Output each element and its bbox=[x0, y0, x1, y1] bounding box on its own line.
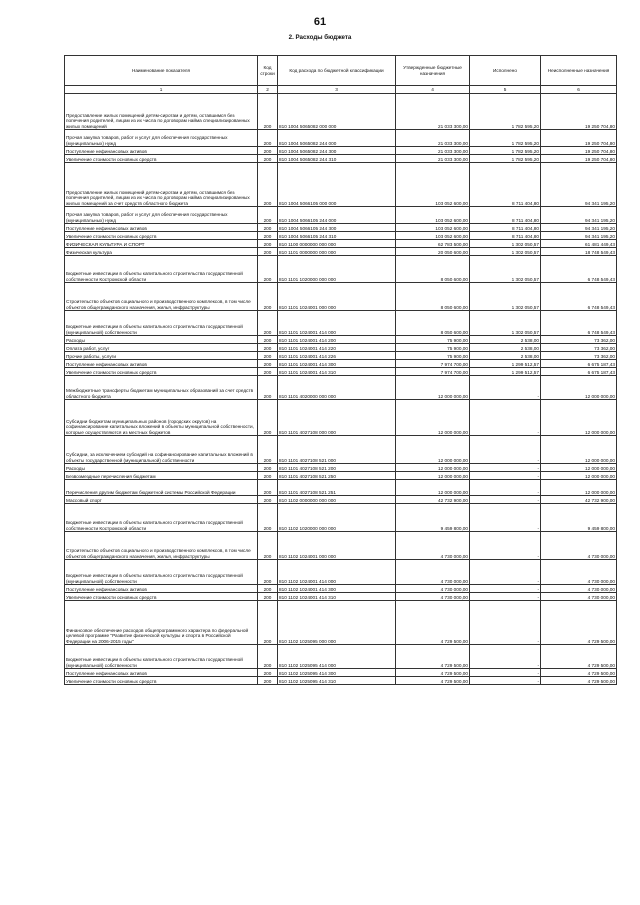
table-row bbox=[65, 336, 617, 344]
line-code-cell: 200 bbox=[258, 593, 278, 601]
executed-amount-cell: - bbox=[470, 464, 541, 472]
classification-code-cell: 810 1102 0000000 000 000 bbox=[278, 496, 396, 504]
classification-code-cell: 810 1102 1025095 414 300 bbox=[278, 669, 396, 677]
executed-amount-cell: - bbox=[470, 472, 541, 480]
line-code-cell: 200 bbox=[258, 224, 278, 232]
indicator-name-cell: Прочая закупка товаров, работ и услуг для обеспечения государственных (муниципальных) нужд bbox=[65, 207, 258, 224]
executed-amount-cell: 1 782 595,20 bbox=[470, 94, 541, 130]
indicator-name-cell: Увеличение стоимости основных средств bbox=[65, 593, 258, 601]
unexecuted-amount-cell: 19 250 704,80 bbox=[541, 94, 617, 130]
executed-amount-cell: - bbox=[470, 480, 541, 496]
line-code-cell: 200 bbox=[258, 464, 278, 472]
line-code-cell: 200 bbox=[258, 532, 278, 560]
approved-amount-cell: 42 732 900,00 bbox=[396, 496, 470, 504]
indicator-name-cell: Увеличение стоимости основных средств bbox=[65, 368, 258, 376]
indicator-name-cell: Физическая культура bbox=[65, 248, 258, 256]
executed-amount-cell: - bbox=[470, 585, 541, 593]
unexecuted-amount-cell: 94 341 195,20 bbox=[541, 163, 617, 207]
unexecuted-amount-cell: 4 730 000,00 bbox=[541, 585, 617, 593]
approved-amount-cell: 12 000 000,00 bbox=[396, 472, 470, 480]
executed-amount-cell: 2 538,00 bbox=[470, 336, 541, 344]
unexecuted-amount-cell: 12 000 000,00 bbox=[541, 376, 617, 400]
line-code-cell: 200 bbox=[258, 163, 278, 207]
unexecuted-amount-cell: 4 730 000,00 bbox=[541, 532, 617, 560]
approved-amount-cell: 75 900,00 bbox=[396, 352, 470, 360]
header-approved: Утвержденные бюджетные назначения bbox=[396, 56, 470, 86]
classification-code-cell: 810 1101 4027108 521 200 bbox=[278, 464, 396, 472]
table-row bbox=[65, 352, 617, 360]
line-code-cell: 200 bbox=[258, 360, 278, 368]
executed-amount-cell: 1 782 595,20 bbox=[470, 155, 541, 163]
unexecuted-amount-cell: 94 341 195,20 bbox=[541, 224, 617, 232]
classification-code-cell: 810 1004 5066105 244 000 bbox=[278, 207, 396, 224]
indicator-name-cell: Поступление нефинансовых активов bbox=[65, 147, 258, 155]
classification-code-cell: 810 1101 1024001 414 226 bbox=[278, 352, 396, 360]
table-row bbox=[65, 560, 617, 585]
classification-code-cell: 810 1101 4027108 521 250 bbox=[278, 472, 396, 480]
unexecuted-amount-cell: 4 729 500,00 bbox=[541, 645, 617, 669]
unexecuted-amount-cell: 12 000 000,00 bbox=[541, 436, 617, 464]
line-code-cell: 200 bbox=[258, 352, 278, 360]
approved-amount-cell: 4 730 000,00 bbox=[396, 585, 470, 593]
header-indicator-name: Наименование показателя bbox=[65, 56, 258, 86]
line-code-cell: 200 bbox=[258, 400, 278, 436]
executed-amount-cell: 1 299 512,57 bbox=[470, 368, 541, 376]
executed-amount-cell: 8 711 404,80 bbox=[470, 207, 541, 224]
table-row bbox=[65, 283, 617, 311]
indicator-name-cell: Массовый спорт bbox=[65, 496, 258, 504]
unexecuted-amount-cell: 12 000 000,00 bbox=[541, 464, 617, 472]
executed-amount-cell: - bbox=[470, 560, 541, 585]
table-row bbox=[65, 163, 617, 207]
table-row bbox=[65, 376, 617, 400]
unexecuted-amount-cell: 42 732 900,00 bbox=[541, 496, 617, 504]
line-code-cell: 200 bbox=[258, 376, 278, 400]
unexecuted-amount-cell: 6 748 549,43 bbox=[541, 256, 617, 283]
table-row bbox=[65, 360, 617, 368]
line-code-cell: 200 bbox=[258, 207, 278, 224]
header-unexecuted: Неисполненные назначения bbox=[541, 56, 617, 86]
unexecuted-amount-cell: 19 250 704,80 bbox=[541, 130, 617, 147]
executed-amount-cell: 2 538,00 bbox=[470, 352, 541, 360]
executed-amount-cell: 1 299 512,57 bbox=[470, 360, 541, 368]
table-row bbox=[65, 496, 617, 504]
classification-code-cell: 810 1102 1025095 414 000 bbox=[278, 645, 396, 669]
approved-amount-cell: 7 974 700,00 bbox=[396, 368, 470, 376]
table-row bbox=[65, 311, 617, 336]
section-title: 2. Расходы бюджета bbox=[288, 34, 352, 41]
line-code-cell: 200 bbox=[258, 472, 278, 480]
unexecuted-amount-cell: 73 362,00 bbox=[541, 352, 617, 360]
executed-amount-cell: 1 302 050,57 bbox=[470, 311, 541, 336]
table-row bbox=[65, 601, 617, 645]
indicator-name-cell: Увеличение стоимости основных средств bbox=[65, 155, 258, 163]
approved-amount-cell: 21 033 300,00 bbox=[396, 155, 470, 163]
table-row bbox=[65, 256, 617, 283]
unexecuted-amount-cell: 19 250 704,80 bbox=[541, 147, 617, 155]
indicator-name-cell: Прочая закупка товаров, работ и услуг для обеспечения государственных (муниципальных) нужд bbox=[65, 130, 258, 147]
table-row bbox=[65, 464, 617, 472]
unexecuted-amount-cell: 6 748 549,43 bbox=[541, 283, 617, 311]
indicator-name-cell: Межбюджетные трансферты бюджетам муниципальных образований за счет средств областного бюджета bbox=[65, 376, 258, 400]
classification-code-cell: 810 1004 5066105 244 300 bbox=[278, 224, 396, 232]
approved-amount-cell: 21 033 300,00 bbox=[396, 147, 470, 155]
classification-code-cell: 810 1101 4027108 521 000 bbox=[278, 436, 396, 464]
unexecuted-amount-cell: 4 730 000,00 bbox=[541, 560, 617, 585]
indicator-name-cell: Предоставление жилых помещений детям-сиротам и детям, оставшимся без попечения родителей, лицам из их числа по договорам найма специализированных жилых помещений bbox=[65, 94, 258, 130]
classification-code-cell: 810 1004 5065082 000 000 bbox=[278, 94, 396, 130]
executed-amount-cell: 8 711 404,80 bbox=[470, 163, 541, 207]
classification-code-cell: 810 1102 1024001 414 300 bbox=[278, 585, 396, 593]
executed-amount-cell: - bbox=[470, 532, 541, 560]
indicator-name-cell: Поступление нефинансовых активов bbox=[65, 585, 258, 593]
classification-code-cell: 810 1101 1024001 414 220 bbox=[278, 344, 396, 352]
unexecuted-amount-cell: 61 481 449,43 bbox=[541, 240, 617, 248]
indicator-name-cell: Безвозмездные перечисления бюджетам bbox=[65, 472, 258, 480]
line-code-cell: 200 bbox=[258, 645, 278, 669]
executed-amount-cell: - bbox=[470, 669, 541, 677]
table-row bbox=[65, 147, 617, 155]
header-executed: Исполнено bbox=[470, 56, 541, 86]
executed-amount-cell: 1 302 050,57 bbox=[470, 248, 541, 256]
classification-code-cell: 810 1102 1025095 000 000 bbox=[278, 601, 396, 645]
classification-code-cell: 810 1004 5065082 244 000 bbox=[278, 130, 396, 147]
approved-amount-cell: 4 729 500,00 bbox=[396, 601, 470, 645]
unexecuted-amount-cell: 73 362,00 bbox=[541, 336, 617, 344]
unexecuted-amount-cell: 4 729 500,00 bbox=[541, 677, 617, 685]
table-row bbox=[65, 130, 617, 147]
table-row bbox=[65, 677, 617, 685]
table-row bbox=[65, 155, 617, 163]
executed-amount-cell: 2 538,00 bbox=[470, 344, 541, 352]
executed-amount-cell: - bbox=[470, 645, 541, 669]
table-row bbox=[65, 436, 617, 464]
unexecuted-amount-cell: 6 748 549,43 bbox=[541, 311, 617, 336]
executed-amount-cell: 1 302 050,57 bbox=[470, 283, 541, 311]
table-header-row bbox=[65, 56, 617, 86]
line-code-cell: 200 bbox=[258, 496, 278, 504]
approved-amount-cell: 4 730 000,00 bbox=[396, 560, 470, 585]
approved-amount-cell: 8 050 600,00 bbox=[396, 311, 470, 336]
unexecuted-amount-cell: 9 459 800,00 bbox=[541, 504, 617, 532]
executed-amount-cell: - bbox=[470, 400, 541, 436]
header-classification-code: Код расхода по бюджетной классификации bbox=[278, 56, 396, 86]
unexecuted-amount-cell: 94 341 195,20 bbox=[541, 207, 617, 224]
line-code-cell: 200 bbox=[258, 336, 278, 344]
unexecuted-amount-cell: 6 675 187,43 bbox=[541, 368, 617, 376]
classification-code-cell: 810 1101 1024001 414 310 bbox=[278, 368, 396, 376]
executed-amount-cell: 1 782 595,20 bbox=[470, 147, 541, 155]
executed-amount-cell: - bbox=[470, 436, 541, 464]
line-code-cell: 200 bbox=[258, 248, 278, 256]
line-code-cell: 200 bbox=[258, 601, 278, 645]
approved-amount-cell: 75 900,00 bbox=[396, 344, 470, 352]
approved-amount-cell: 12 000 000,00 bbox=[396, 464, 470, 472]
indicator-name-cell: Субсидии бюджетам муниципальных районов (городских округов) на софинансирование капитальных вложений в объекты муниципальной собственности, которые осуществляются из местных бюджетов bbox=[65, 400, 258, 436]
table-row bbox=[65, 368, 617, 376]
approved-amount-cell: 4 729 500,00 bbox=[396, 669, 470, 677]
indicator-name-cell: Прочие работы, услуги bbox=[65, 352, 258, 360]
classification-code-cell: 810 1101 1020000 000 000 bbox=[278, 256, 396, 283]
unexecuted-amount-cell: 19 250 704,80 bbox=[541, 155, 617, 163]
budget-expenses-table bbox=[64, 55, 617, 685]
indicator-name-cell: Субсидии, за исключением субсидий на софинансирование капитальных вложений в объекты государственной (муниципальной) собственности bbox=[65, 436, 258, 464]
line-code-cell: 200 bbox=[258, 436, 278, 464]
column-number: 6 bbox=[541, 86, 617, 94]
table-body bbox=[65, 94, 617, 685]
indicator-name-cell: Расходы bbox=[65, 336, 258, 344]
executed-amount-cell: 8 711 404,80 bbox=[470, 224, 541, 232]
approved-amount-cell: 103 052 600,00 bbox=[396, 232, 470, 240]
line-code-cell: 200 bbox=[258, 283, 278, 311]
classification-code-cell: 810 1101 4020000 000 000 bbox=[278, 376, 396, 400]
table-row bbox=[65, 593, 617, 601]
table-row bbox=[65, 504, 617, 532]
executed-amount-cell: - bbox=[470, 601, 541, 645]
classification-code-cell: 810 1004 5065082 244 310 bbox=[278, 155, 396, 163]
table-row bbox=[65, 344, 617, 352]
line-code-cell: 200 bbox=[258, 344, 278, 352]
approved-amount-cell: 9 459 800,00 bbox=[396, 504, 470, 532]
executed-amount-cell: 1 302 050,57 bbox=[470, 240, 541, 248]
classification-code-cell: 810 1101 1024001 414 300 bbox=[278, 360, 396, 368]
indicator-name-cell: Бюджетные инвестиции в объекты капитального строительства государственной (муниципальной) собственности bbox=[65, 311, 258, 336]
approved-amount-cell: 8 050 600,00 bbox=[396, 256, 470, 283]
line-code-cell: 200 bbox=[258, 240, 278, 248]
approved-amount-cell: 103 052 600,00 bbox=[396, 224, 470, 232]
classification-code-cell: 810 1101 1024001 414 200 bbox=[278, 336, 396, 344]
unexecuted-amount-cell: 73 362,00 bbox=[541, 344, 617, 352]
indicator-name-cell: Увеличение стоимости основных средств bbox=[65, 232, 258, 240]
indicator-name-cell: Бюджетные инвестиции в объекты капитального строительства государственной (муниципальной) собственности bbox=[65, 560, 258, 585]
classification-code-cell: 810 1004 5065082 244 300 bbox=[278, 147, 396, 155]
line-code-cell: 200 bbox=[258, 232, 278, 240]
unexecuted-amount-cell: 12 000 000,00 bbox=[541, 400, 617, 436]
classification-code-cell: 810 1102 1024001 000 000 bbox=[278, 532, 396, 560]
line-code-cell: 200 bbox=[258, 480, 278, 496]
table-row bbox=[65, 645, 617, 669]
unexecuted-amount-cell: 94 341 195,20 bbox=[541, 232, 617, 240]
header-line-code: Код строки bbox=[258, 56, 278, 86]
executed-amount-cell: - bbox=[470, 376, 541, 400]
indicator-name-cell: Строительство объектов социального и производственного комплексов, в том числе объектов общегражданского назначения, жилья, инфраструктуры bbox=[65, 283, 258, 311]
line-code-cell: 200 bbox=[258, 147, 278, 155]
table-row bbox=[65, 94, 617, 130]
column-number: 4 bbox=[396, 86, 470, 94]
line-code-cell: 200 bbox=[258, 560, 278, 585]
unexecuted-amount-cell: 18 748 549,43 bbox=[541, 248, 617, 256]
approved-amount-cell: 7 974 700,00 bbox=[396, 360, 470, 368]
classification-code-cell: 810 1100 0000000 000 000 bbox=[278, 240, 396, 248]
column-number-row bbox=[65, 86, 617, 94]
executed-amount-cell: - bbox=[470, 496, 541, 504]
column-number: 1 bbox=[65, 86, 258, 94]
table-row bbox=[65, 480, 617, 496]
table-row bbox=[65, 532, 617, 560]
classification-code-cell: 810 1101 4027108 000 000 bbox=[278, 400, 396, 436]
line-code-cell: 200 bbox=[258, 256, 278, 283]
approved-amount-cell: 103 052 600,00 bbox=[396, 163, 470, 207]
indicator-name-cell: Перечисления другим бюджетам бюджетной системы Российской Федерации bbox=[65, 480, 258, 496]
executed-amount-cell: 1 782 595,20 bbox=[470, 130, 541, 147]
page-number: 61 bbox=[313, 16, 327, 28]
classification-code-cell: 810 1101 1024001 000 000 bbox=[278, 283, 396, 311]
unexecuted-amount-cell: 12 000 000,00 bbox=[541, 472, 617, 480]
table-row bbox=[65, 232, 617, 240]
line-code-cell: 200 bbox=[258, 94, 278, 130]
indicator-name-cell: Увеличение стоимости основных средств bbox=[65, 677, 258, 685]
approved-amount-cell: 12 000 000,00 bbox=[396, 480, 470, 496]
table-row bbox=[65, 472, 617, 480]
classification-code-cell: 810 1101 4027108 521 251 bbox=[278, 480, 396, 496]
column-number: 3 bbox=[278, 86, 396, 94]
line-code-cell: 200 bbox=[258, 504, 278, 532]
line-code-cell: 200 bbox=[258, 677, 278, 685]
indicator-name-cell: Поступление нефинансовых активов bbox=[65, 669, 258, 677]
classification-code-cell: 810 1101 1024001 414 000 bbox=[278, 311, 396, 336]
classification-code-cell: 810 1004 5066105 244 310 bbox=[278, 232, 396, 240]
classification-code-cell: 810 1101 0000000 000 000 bbox=[278, 248, 396, 256]
indicator-name-cell: Бюджетные инвестиции в объекты капитального строительства государственной собственности Костромской области bbox=[65, 256, 258, 283]
executed-amount-cell: 8 711 404,80 bbox=[470, 232, 541, 240]
line-code-cell: 200 bbox=[258, 311, 278, 336]
approved-amount-cell: 103 052 600,00 bbox=[396, 207, 470, 224]
classification-code-cell: 810 1102 1024001 414 000 bbox=[278, 560, 396, 585]
approved-amount-cell: 4 730 000,00 bbox=[396, 593, 470, 601]
approved-amount-cell: 75 900,00 bbox=[396, 336, 470, 344]
line-code-cell: 200 bbox=[258, 130, 278, 147]
approved-amount-cell: 8 050 600,00 bbox=[396, 283, 470, 311]
line-code-cell: 200 bbox=[258, 669, 278, 677]
table-row bbox=[65, 400, 617, 436]
executed-amount-cell: - bbox=[470, 504, 541, 532]
approved-amount-cell: 21 033 300,00 bbox=[396, 94, 470, 130]
executed-amount-cell: - bbox=[470, 677, 541, 685]
table-row bbox=[65, 224, 617, 232]
unexecuted-amount-cell: 4 729 500,00 bbox=[541, 601, 617, 645]
indicator-name-cell: Предоставление жилых помещений детям-сиротам и детям, оставшимся без попечения родителей, лицам из их числа по договорам найма специализированных жилых помещений за счет средств областного бюджета bbox=[65, 163, 258, 207]
approved-amount-cell: 4 730 000,00 bbox=[396, 532, 470, 560]
indicator-name-cell: ФИЗИЧЕСКАЯ КУЛЬТУРА И СПОРТ bbox=[65, 240, 258, 248]
classification-code-cell: 810 1102 1020000 000 000 bbox=[278, 504, 396, 532]
indicator-name-cell: Оплата работ, услуг bbox=[65, 344, 258, 352]
indicator-name-cell: Финансовое обеспечение расходов общепрограммного характера по федеральной целевой программе "Развитие физической культуры и спорта в Российской Федерации на 2006-2015 годы" bbox=[65, 601, 258, 645]
line-code-cell: 200 bbox=[258, 155, 278, 163]
table-row bbox=[65, 585, 617, 593]
classification-code-cell: 810 1102 1024001 414 310 bbox=[278, 593, 396, 601]
indicator-name-cell: Поступление нефинансовых активов bbox=[65, 224, 258, 232]
executed-amount-cell: - bbox=[470, 593, 541, 601]
approved-amount-cell: 12 000 000,00 bbox=[396, 376, 470, 400]
table-row bbox=[65, 207, 617, 224]
table-row bbox=[65, 248, 617, 256]
approved-amount-cell: 12 000 000,00 bbox=[396, 400, 470, 436]
unexecuted-amount-cell: 12 000 000,00 bbox=[541, 480, 617, 496]
classification-code-cell: 810 1004 5066105 000 000 bbox=[278, 163, 396, 207]
unexecuted-amount-cell: 6 675 187,43 bbox=[541, 360, 617, 368]
column-number: 5 bbox=[470, 86, 541, 94]
indicator-name-cell: Расходы bbox=[65, 464, 258, 472]
approved-amount-cell: 20 050 600,00 bbox=[396, 248, 470, 256]
unexecuted-amount-cell: 4 730 000,00 bbox=[541, 593, 617, 601]
unexecuted-amount-cell: 4 729 500,00 bbox=[541, 669, 617, 677]
approved-amount-cell: 62 783 500,00 bbox=[396, 240, 470, 248]
table-row bbox=[65, 669, 617, 677]
indicator-name-cell: Бюджетные инвестиции в объекты капитального строительства государственной собственности Костромской области bbox=[65, 504, 258, 532]
indicator-name-cell: Строительство объектов социального и производственного комплексов, в том числе объектов общегражданского назначения, жилья, инфраструктуры bbox=[65, 532, 258, 560]
approved-amount-cell: 4 729 500,00 bbox=[396, 677, 470, 685]
approved-amount-cell: 21 033 300,00 bbox=[396, 130, 470, 147]
indicator-name-cell: Бюджетные инвестиции в объекты капитального строительства государственной (муниципальной) собственности bbox=[65, 645, 258, 669]
column-number: 2 bbox=[258, 86, 278, 94]
indicator-name-cell: Поступление нефинансовых активов bbox=[65, 360, 258, 368]
line-code-cell: 200 bbox=[258, 585, 278, 593]
executed-amount-cell: 1 302 050,57 bbox=[470, 256, 541, 283]
approved-amount-cell: 4 729 500,00 bbox=[396, 645, 470, 669]
table-row bbox=[65, 240, 617, 248]
classification-code-cell: 810 1102 1025095 414 310 bbox=[278, 677, 396, 685]
line-code-cell: 200 bbox=[258, 368, 278, 376]
approved-amount-cell: 12 000 000,00 bbox=[396, 436, 470, 464]
